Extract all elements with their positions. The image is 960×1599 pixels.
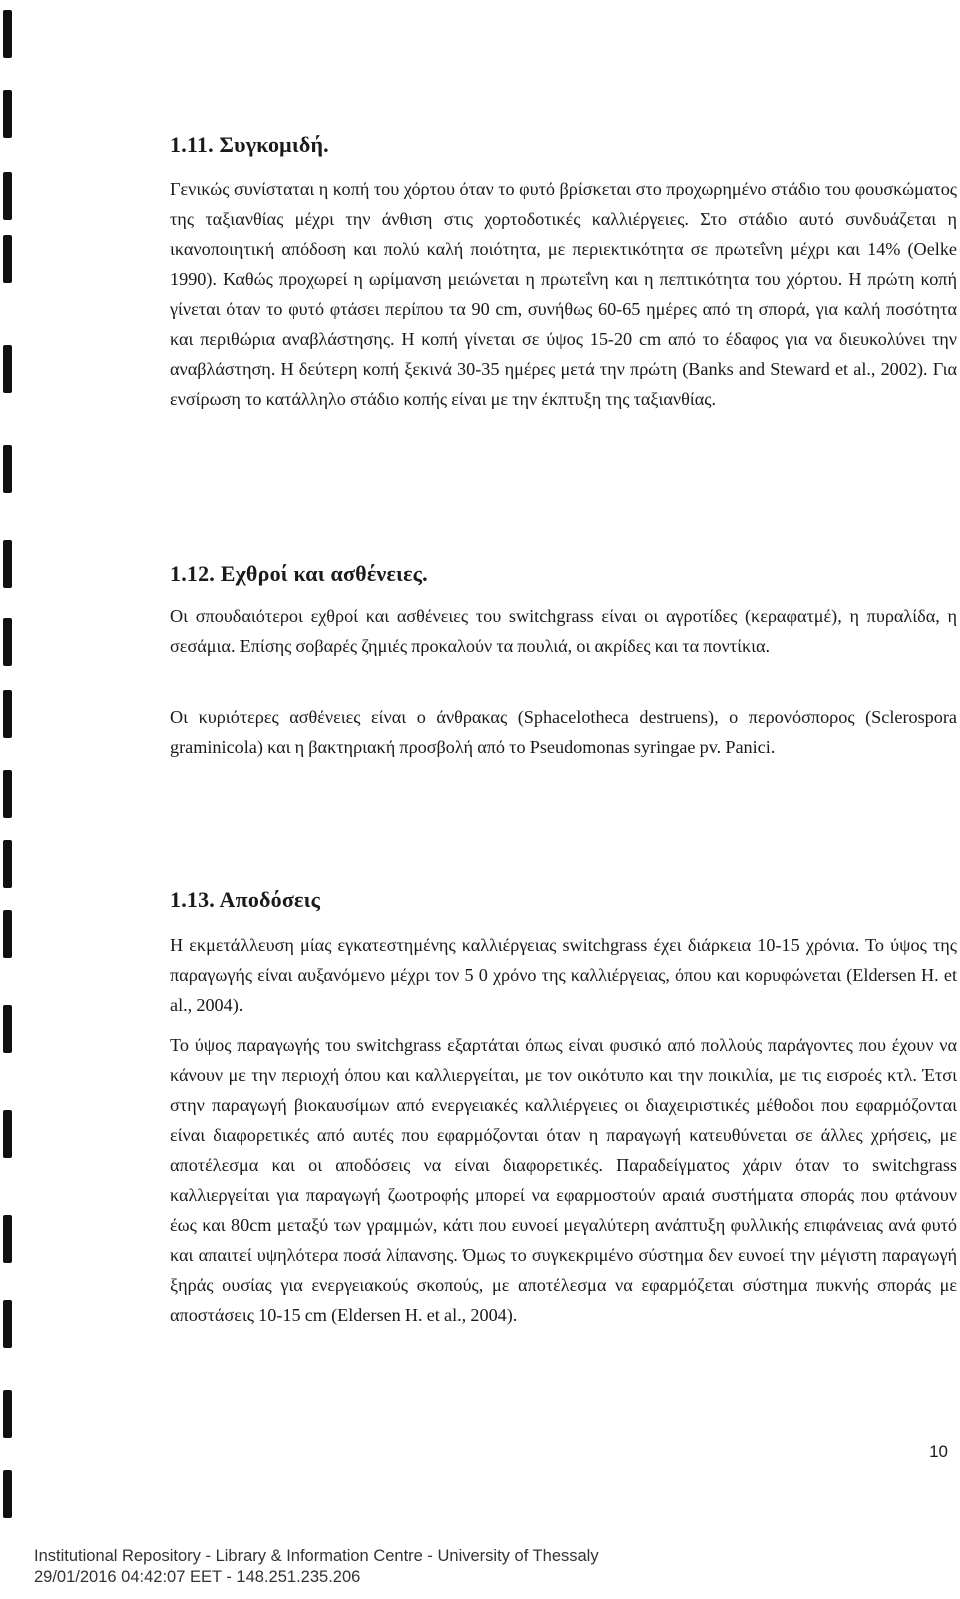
binding-hole [3,540,12,588]
section-heading-yields: 1.13. Αποδόσεις [170,887,321,912]
binding-hole [3,910,12,958]
binding-hole [3,690,12,738]
binding-hole [3,1300,12,1348]
binding-hole [3,345,12,393]
diseases-paragraph [170,702,957,762]
spiral-binding-holes [0,0,30,1599]
binding-hole [3,1110,12,1158]
binding-hole [3,840,12,888]
binding-hole [3,1005,12,1053]
section-heading-harvest: 1.11. Συγκομιδή. [170,132,329,157]
footer-repository-line: Institutional Repository - Library & Information Centre - University of Thessaly [34,1547,599,1565]
harvest-paragraph: Γενικώς συνίσταται η κοπή του χόρτου όταν το φυτό βρίσκεται στο προχωρημένο στάδιο του φουσκώματος της ταξιανθίας μέχρι την άνθιση στις χορτοδοτικές καλλιέργειες. Στο στάδιο αυτό συνδυάζεται η ικανοποιητική απόδοση και πολύ καλή ποιότητα, με περιεκτικότητα σε πρωτεΐνη μέχρι και 14% (Oelke 1990). Καθώς προχωρεί η ωρίμανση μειώνεται η πρωτεΐνη και η πεπτικότητα του χόρτου. Η πρώτη κοπή γίνεται όταν το φυτό φτάσει περίπου τα 90 cm, συνήθως 60-65 ημέρες από τη σπορά, για καλή ποσότητα και περιθώρια αναβλάστησης. Η κοπή γίνεται σε ύψος 15-20 cm από το έδαφος για να διευκολύνει την αναβλάστηση. Η δεύτερη κοπή ξεκινά 30-35 ημέρες μετά την πρώτη (Banks and Steward et al., 2002). Για ενσίρωση το κατάλληλο στάδιο κοπής είναι με την έκπτυξη της ταξιανθίας. [170,179,957,409]
binding-hole [3,1215,12,1263]
section-heading-pests-diseases: 1.12. Εχθροί και ασθένειες. [170,561,428,586]
yields-paragraph-2: Το ύψος παραγωγής του switchgrass εξαρτάται όπως είναι φυσικό από πολλούς παράγοντες που έχουν να κάνουν με την περιοχή όπου και καλλιεργείται, με τον οικότυπο και την ποικιλία, με τις εισροές κτλ. Έτσι στην παραγωγή βιοκαυσίμων από ενεργειακές καλλιέργειες οι διαχειριστικές μέθοδοι που εφαρμόζονται είναι διαφορετικές από αυτές που εφαρμόζονται όταν η παραγωγή κατευθύνεται σε άλλες χρήσεις, με αποτέλεσμα και οι αποδόσεις να είναι διαφορετικές. Παραδείγματος χάριν όταν το switchgrass καλλιεργείται για παραγωγή ζωοτροφής μπορεί να εφαρμοστούν αραιά συστήματα σποράς που φτάνουν έως και 80cm μεταξύ των γραμμών, κάτι που ευνοεί μεγαλύτερη ανάπτυξη φυλλικής επιφάνειας ανά φυτό και απαιτεί υψηλότερα ποσά λίπανσης. Όμως το συγκεκριμένο σύστημα δεν ευνοεί την μέγιστη παραγωγή ξηράς ουσίας για ενεργειακούς σκοπούς, με αποτέλεσμα να εφαρμόζεται σύστημα πυκνής σποράς με αποστάσεις 10-15 cm (Eldersen H. et al., 2004). [170,1035,957,1325]
binding-hole [3,445,12,493]
binding-hole [3,172,12,220]
binding-hole [3,90,12,138]
binding-hole [3,770,12,818]
binding-hole [3,618,12,666]
footer-timestamp-line: 29/01/2016 04:42:07 EET - 148.251.235.206 [34,1568,361,1586]
binding-hole [3,1390,12,1438]
yields-paragraph-1: Η εκμετάλλευση μίας εγκατεστημένης καλλιέργειας switchgrass έχει διάρκεια 10-15 χρόνια. Το ύψος της παραγωγής είναι αυξανόμενο μέχρι τον 5 0 χρόνο της καλλιέργειας, όπου και κορυφώνεται (Eldersen H. et al., 2004). [170,935,957,1015]
binding-hole [3,235,12,283]
diseases-text: Οι κυριότερες ασθένειες είναι ο άνθρακας (Sphacelotheca destruens), ο περονόσπορος (Sclerospora graminicola) και η βακτηριακή προσβολή από το Pseudomonas syringae pv. Panici. [170,707,957,757]
pests-paragraph: Οι σπουδαιότεροι εχθροί και ασθένειες του switchgrass είναι οι αγροτίδες (κεραφατμέ), η πυραλίδα, η σεσάμια. Επίσης σοβαρές ζημιές προκαλούν τα πουλιά, οι ακρίδες και τα ποντίκια. [170,606,957,656]
binding-hole [3,1470,12,1518]
repository-footer [34,1546,599,1588]
page-number: 10 [929,1442,948,1461]
binding-hole [3,10,12,58]
